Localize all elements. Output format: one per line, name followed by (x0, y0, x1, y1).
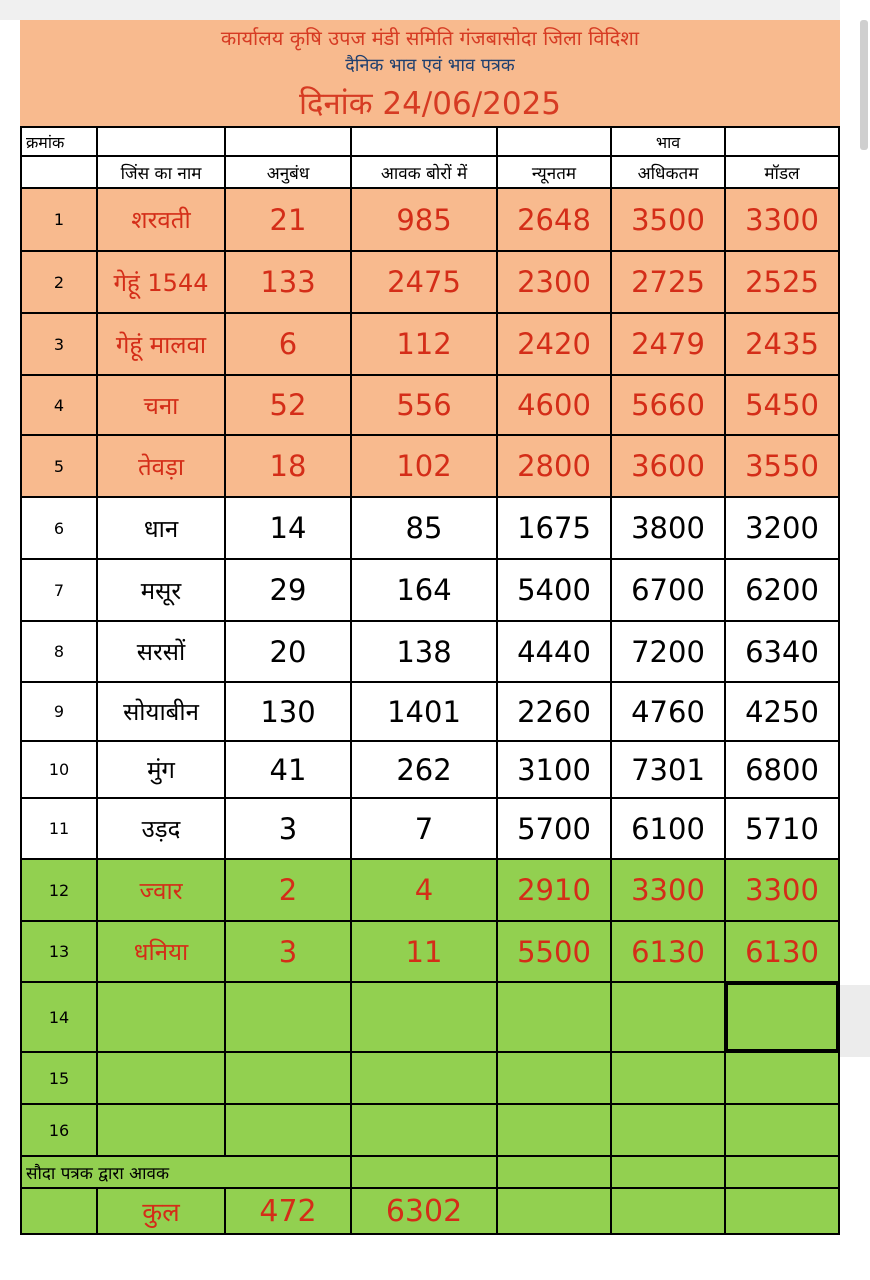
arrival-header: आवक बोरों में (351, 156, 497, 188)
empty-cell (225, 1052, 351, 1104)
commodity-name: धान (97, 497, 225, 559)
price-sheet (20, 20, 840, 1241)
contract-cell: 3 (225, 921, 351, 982)
table-row (21, 251, 839, 313)
modal-price-cell: 3200 (725, 497, 839, 559)
table-row (21, 559, 839, 621)
empty-cell (497, 1156, 611, 1188)
total-arrival: 6302 (351, 1188, 497, 1234)
table-row (21, 798, 839, 859)
empty-cell (97, 1052, 225, 1104)
modal-price-cell: 2435 (725, 313, 839, 375)
commodity-name: मुंग (97, 741, 225, 798)
empty-cell (21, 1188, 97, 1234)
modal-price-cell: 3300 (725, 859, 839, 921)
modal-price-cell: 5450 (725, 375, 839, 435)
empty-cell (611, 1156, 725, 1188)
serial-cell: 11 (21, 798, 97, 859)
commodity-name: सरसों (97, 621, 225, 682)
max-price-cell: 2725 (611, 251, 725, 313)
modal-price-cell: 6340 (725, 621, 839, 682)
commodity-name: शरवती (97, 188, 225, 251)
header-blank (725, 127, 839, 156)
serial-cell: 6 (21, 497, 97, 559)
serial-cell: 13 (21, 921, 97, 982)
empty-cell (225, 982, 351, 1052)
contract-cell: 52 (225, 375, 351, 435)
serial-cell: 8 (21, 621, 97, 682)
header-blank (97, 127, 225, 156)
modal-price-cell: 2525 (725, 251, 839, 313)
empty-cell (351, 1104, 497, 1156)
commodity-name: मसूर (97, 559, 225, 621)
empty-row (21, 982, 839, 1052)
empty-cell (351, 982, 497, 1052)
serial-header: क्रमांक (21, 127, 97, 156)
serial-cell: 14 (21, 982, 97, 1052)
arrival-cell: 112 (351, 313, 497, 375)
modal-price-cell: 6200 (725, 559, 839, 621)
max-price-cell: 6100 (611, 798, 725, 859)
commodity-name: धनिया (97, 921, 225, 982)
max-price-cell: 5660 (611, 375, 725, 435)
max-price-cell: 6700 (611, 559, 725, 621)
serial-cell: 9 (21, 682, 97, 741)
min-price-cell: 2910 (497, 859, 611, 921)
modal-price-cell: 3300 (725, 188, 839, 251)
serial-cell: 4 (21, 375, 97, 435)
modal-price-cell: 6800 (725, 741, 839, 798)
arrival-cell: 7 (351, 798, 497, 859)
table-row (21, 859, 839, 921)
sheet-header (20, 20, 840, 126)
min-price-cell: 3100 (497, 741, 611, 798)
commodity-name: सोयाबीन (97, 682, 225, 741)
empty-cell (351, 1156, 497, 1188)
min-price-header: न्यूनतम (497, 156, 611, 188)
scrollbar-thumb[interactable] (860, 20, 868, 150)
commodity-name: चना (97, 375, 225, 435)
serial-cell: 7 (21, 559, 97, 621)
contract-cell: 29 (225, 559, 351, 621)
modal-price-header: मॉडल (725, 156, 839, 188)
min-price-cell: 2420 (497, 313, 611, 375)
empty-cell (225, 1104, 351, 1156)
right-margin (840, 0, 870, 1280)
contract-cell: 41 (225, 741, 351, 798)
empty-cell (497, 1052, 611, 1104)
empty-cell (351, 1052, 497, 1104)
sheet-subtitle: दैनिक भाव एवं भाव पत्रक (345, 55, 515, 76)
max-price-cell: 6130 (611, 921, 725, 982)
footer-total-row (21, 1188, 839, 1234)
contract-cell: 130 (225, 682, 351, 741)
table-row (21, 497, 839, 559)
empty-cell (497, 982, 611, 1052)
table-row (21, 375, 839, 435)
min-price-cell: 5700 (497, 798, 611, 859)
serial-cell: 16 (21, 1104, 97, 1156)
contract-header: अनुबंध (225, 156, 351, 188)
office-title: कार्यालय कृषि उपज मंडी समिति गंजबासोदा जिला विदिशा (220, 26, 640, 50)
min-price-cell: 4440 (497, 621, 611, 682)
commodity-name: उड़द (97, 798, 225, 859)
serial-cell: 2 (21, 251, 97, 313)
header-row-1 (21, 127, 839, 156)
table-row (21, 741, 839, 798)
arrival-cell: 556 (351, 375, 497, 435)
serial-cell: 5 (21, 435, 97, 497)
empty-cell (725, 1052, 839, 1104)
table-row (21, 435, 839, 497)
top-bar (0, 0, 870, 20)
footer-label: सौदा पत्रक द्वारा आवक (21, 1156, 351, 1188)
max-price-cell: 7200 (611, 621, 725, 682)
right-margin-shade (840, 985, 870, 1057)
min-price-cell: 5400 (497, 559, 611, 621)
arrival-cell: 11 (351, 921, 497, 982)
serial-cell: 10 (21, 741, 97, 798)
min-price-cell: 2260 (497, 682, 611, 741)
arrival-cell: 4 (351, 859, 497, 921)
table-row (21, 313, 839, 375)
empty-cell (497, 1188, 611, 1234)
max-price-cell: 3800 (611, 497, 725, 559)
empty-cell (725, 1156, 839, 1188)
max-price-cell: 2479 (611, 313, 725, 375)
min-price-cell: 1675 (497, 497, 611, 559)
empty-cell (725, 1188, 839, 1234)
table-row (21, 621, 839, 682)
empty-cell (97, 1104, 225, 1156)
arrival-cell: 985 (351, 188, 497, 251)
min-price-cell: 2300 (497, 251, 611, 313)
sheet-date: दिनांक 24/06/2025 (298, 86, 562, 122)
empty-cell (725, 1104, 839, 1156)
commodity-name: ज्वार (97, 859, 225, 921)
min-price-cell: 2800 (497, 435, 611, 497)
modal-price-cell: 5710 (725, 798, 839, 859)
empty-cell (611, 982, 725, 1052)
empty-cell (497, 1104, 611, 1156)
contract-cell: 14 (225, 497, 351, 559)
table-row (21, 682, 839, 741)
max-price-cell: 3300 (611, 859, 725, 921)
max-price-cell: 4760 (611, 682, 725, 741)
contract-cell: 18 (225, 435, 351, 497)
arrival-cell: 85 (351, 497, 497, 559)
contract-cell: 6 (225, 313, 351, 375)
header-blank (351, 127, 497, 156)
max-price-cell: 3500 (611, 188, 725, 251)
header-blank (225, 127, 351, 156)
empty-row (21, 1104, 839, 1156)
contract-cell: 20 (225, 621, 351, 682)
name-header: जिंस का नाम (97, 156, 225, 188)
arrival-cell: 102 (351, 435, 497, 497)
empty-cell (611, 1188, 725, 1234)
arrival-cell: 262 (351, 741, 497, 798)
commodity-name: तेवड़ा (97, 435, 225, 497)
modal-price-cell: 4250 (725, 682, 839, 741)
arrival-cell: 2475 (351, 251, 497, 313)
footer-label-row (21, 1156, 839, 1188)
empty-cell (611, 1104, 725, 1156)
table-row (21, 921, 839, 982)
empty-row (21, 1052, 839, 1104)
empty-cell (97, 982, 225, 1052)
min-price-cell: 4600 (497, 375, 611, 435)
max-price-cell: 3600 (611, 435, 725, 497)
contract-cell: 3 (225, 798, 351, 859)
min-price-cell: 2648 (497, 188, 611, 251)
commodity-name: गेहूं मालवा (97, 313, 225, 375)
arrival-cell: 138 (351, 621, 497, 682)
header-row-2 (21, 156, 839, 188)
modal-price-cell: 6130 (725, 921, 839, 982)
total-contract: 472 (225, 1188, 351, 1234)
serial-cell: 3 (21, 313, 97, 375)
arrival-cell: 1401 (351, 682, 497, 741)
header-blank (21, 156, 97, 188)
serial-cell: 12 (21, 859, 97, 921)
price-table (20, 126, 840, 1235)
modal-price-cell: 3550 (725, 435, 839, 497)
table-row (21, 188, 839, 251)
arrival-cell: 164 (351, 559, 497, 621)
price-group-header: भाव (611, 127, 725, 156)
contract-cell: 2 (225, 859, 351, 921)
contract-cell: 133 (225, 251, 351, 313)
serial-cell: 1 (21, 188, 97, 251)
min-price-cell: 5500 (497, 921, 611, 982)
commodity-name: गेहूं 1544 (97, 251, 225, 313)
header-blank (497, 127, 611, 156)
total-label: कुल (97, 1188, 225, 1234)
max-price-header: अधिकतम (611, 156, 725, 188)
empty-cell (611, 1052, 725, 1104)
serial-cell: 15 (21, 1052, 97, 1104)
max-price-cell: 7301 (611, 741, 725, 798)
selected-cell[interactable] (725, 982, 839, 1052)
contract-cell: 21 (225, 188, 351, 251)
